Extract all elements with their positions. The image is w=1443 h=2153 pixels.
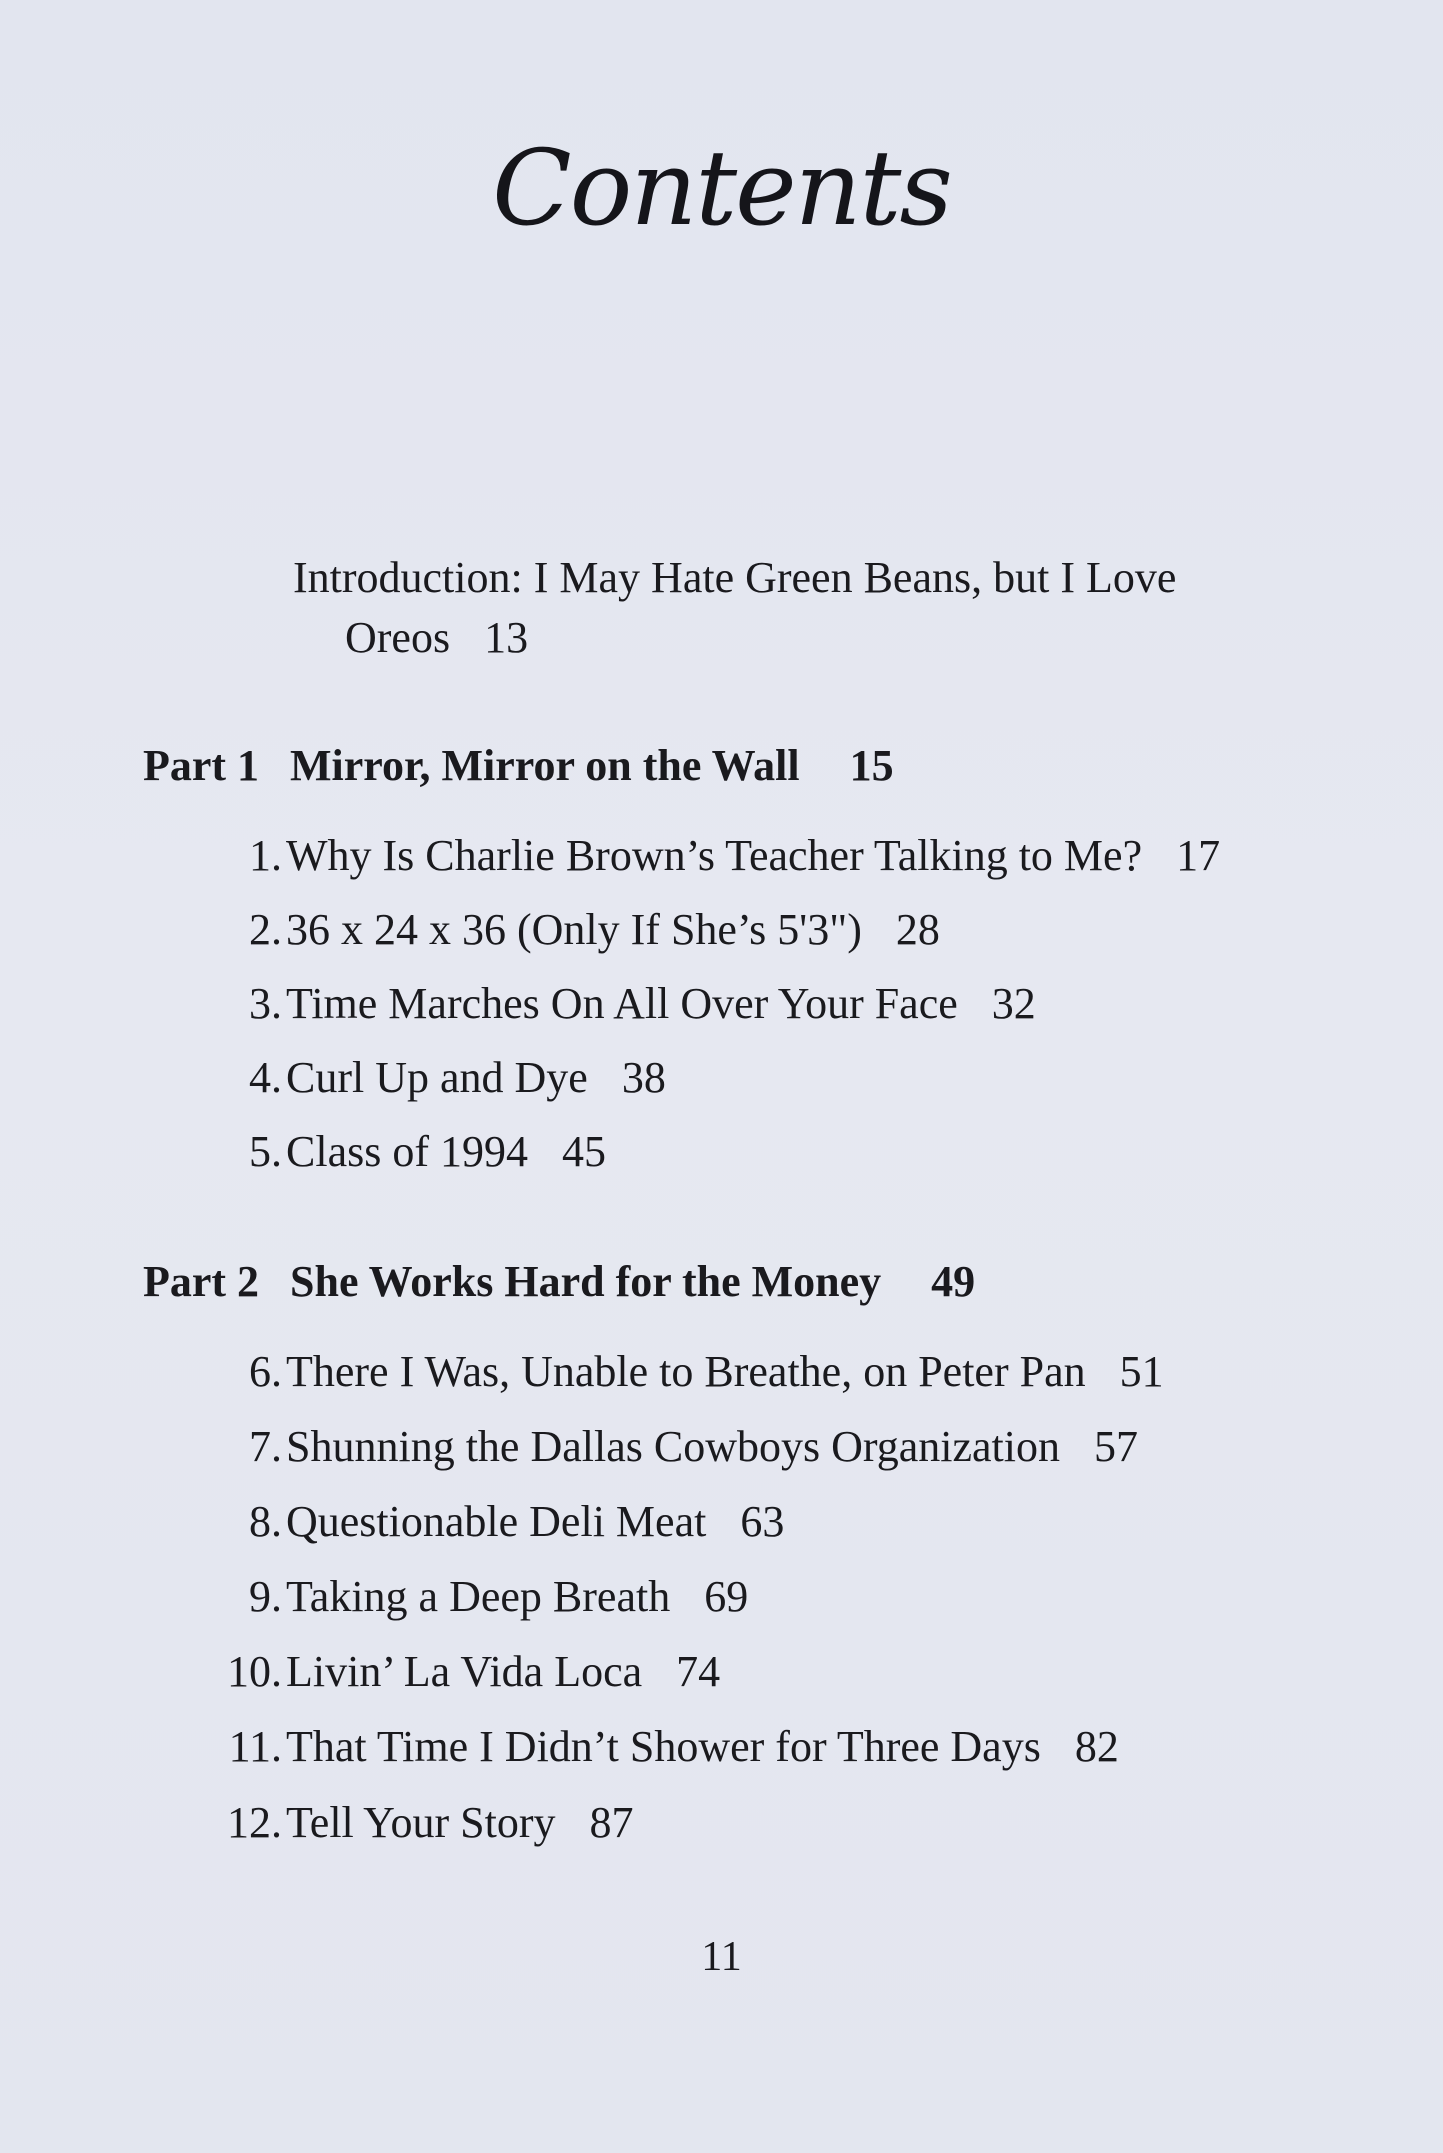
part-page-number: 15 bbox=[849, 741, 894, 790]
introduction-title-line2: Oreos bbox=[345, 613, 451, 662]
chapter-number: 11. bbox=[228, 1722, 282, 1771]
chapter-title: Shunning the Dallas Cowboys Organization bbox=[286, 1422, 1060, 1471]
chapter-title: Taking a Deep Breath bbox=[286, 1572, 671, 1621]
chapter-entry bbox=[0, 1048, 666, 1108]
part-heading-1 bbox=[143, 736, 894, 796]
chapter-page-number: 45 bbox=[562, 1127, 606, 1176]
chapter-entry bbox=[0, 1122, 606, 1182]
chapter-number: 7. bbox=[249, 1422, 282, 1471]
chapter-page-number: 82 bbox=[1074, 1722, 1119, 1771]
chapter-entry bbox=[0, 1417, 1138, 1477]
chapter-entry bbox=[0, 1342, 1164, 1402]
chapter-number: 5. bbox=[249, 1127, 282, 1176]
chapter-number: 12. bbox=[227, 1798, 282, 1847]
part-label: Part 2 bbox=[143, 1257, 260, 1306]
chapter-title: Class of 1994 bbox=[286, 1127, 528, 1176]
chapter-number: 1. bbox=[249, 831, 282, 880]
chapter-number: 8. bbox=[249, 1497, 282, 1546]
chapter-title: Tell Your Story bbox=[286, 1798, 556, 1847]
chapter-title: Questionable Deli Meat bbox=[286, 1497, 707, 1546]
chapter-title: Curl Up and Dye bbox=[286, 1053, 588, 1102]
chapter-title: 36 x 24 x 36 (Only If She’s 5'3") bbox=[286, 905, 862, 954]
chapter-page-number: 57 bbox=[1094, 1422, 1138, 1471]
introduction-page-number: 13 bbox=[484, 613, 529, 662]
part-title: She Works Hard for the Money bbox=[290, 1257, 882, 1306]
part-page-number: 49 bbox=[931, 1257, 976, 1306]
chapter-title: Why Is Charlie Brown’s Teacher Talking to Me? bbox=[286, 831, 1143, 880]
chapter-entry bbox=[0, 1717, 1119, 1777]
chapter-entry bbox=[0, 1793, 634, 1853]
chapter-entry bbox=[0, 900, 940, 960]
chapter-page-number: 28 bbox=[895, 905, 940, 954]
part-title: Mirror, Mirror on the Wall bbox=[290, 741, 800, 790]
chapter-entry bbox=[0, 826, 1220, 886]
chapter-number: 2. bbox=[249, 905, 282, 954]
chapter-number: 6. bbox=[249, 1347, 282, 1396]
page-number-footer: 11 bbox=[701, 1934, 742, 1980]
part-heading-2 bbox=[143, 1252, 975, 1312]
chapter-page-number: 51 bbox=[1119, 1347, 1164, 1396]
chapter-title: Livin’ La Vida Loca bbox=[286, 1647, 643, 1696]
introduction-entry bbox=[293, 548, 1293, 668]
chapter-entry bbox=[0, 1567, 748, 1627]
chapter-entry bbox=[0, 1642, 720, 1702]
introduction-title-line1: Introduction: I May Hate Green Beans, but I Love bbox=[293, 553, 1177, 602]
chapter-page-number: 32 bbox=[991, 979, 1036, 1028]
chapter-entry bbox=[0, 974, 1036, 1034]
chapter-title: Time Marches On All Over Your Face bbox=[286, 979, 958, 1028]
chapter-number: 3. bbox=[249, 979, 282, 1028]
chapter-entry bbox=[0, 1492, 784, 1552]
chapter-number: 9. bbox=[249, 1572, 282, 1621]
chapter-page-number: 38 bbox=[621, 1053, 666, 1102]
chapter-page-number: 63 bbox=[740, 1497, 785, 1546]
chapter-number: 10. bbox=[227, 1647, 282, 1696]
chapter-page-number: 74 bbox=[676, 1647, 721, 1696]
part-label: Part 1 bbox=[143, 741, 260, 790]
chapter-number: 4. bbox=[249, 1053, 282, 1102]
introduction-title-line2-row bbox=[293, 608, 1293, 668]
chapter-page-number: 87 bbox=[589, 1798, 634, 1847]
chapter-page-number: 17 bbox=[1176, 831, 1221, 880]
chapter-title: That Time I Didn’t Shower for Three Days bbox=[286, 1722, 1041, 1771]
page-title: Contents bbox=[492, 127, 951, 249]
chapter-title: There I Was, Unable to Breathe, on Peter Pan bbox=[286, 1347, 1086, 1396]
chapter-page-number: 69 bbox=[704, 1572, 749, 1621]
